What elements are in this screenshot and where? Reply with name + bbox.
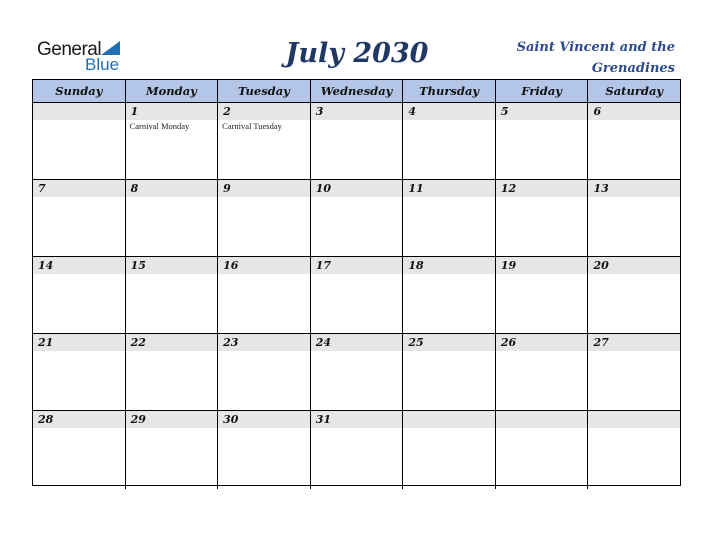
day-cell: [403, 103, 496, 179]
day-cell: [311, 180, 404, 256]
day-number: 23: [223, 336, 239, 349]
day-cell: [311, 334, 404, 410]
day-number: 9: [223, 182, 231, 195]
date-bar: [403, 103, 495, 120]
weekday-header: [33, 80, 680, 103]
week-row: [33, 257, 680, 334]
weekday-tuesday: Tuesday: [218, 80, 311, 102]
day-number: 7: [38, 182, 46, 195]
day-cell: [126, 334, 219, 410]
date-bar: [311, 103, 403, 120]
day-cell: [588, 334, 680, 410]
calendar-title: July 2030: [285, 38, 429, 69]
weekday-wednesday: Wednesday: [311, 80, 404, 102]
weekday-monday: Monday: [126, 80, 219, 102]
day-number: 5: [500, 105, 509, 118]
day-number: 17: [315, 259, 332, 272]
day-number: 30: [223, 413, 239, 426]
day-number: 22: [130, 336, 146, 349]
day-cell: [496, 180, 589, 256]
day-cell: [218, 103, 311, 179]
date-bar: [218, 103, 310, 120]
weekday-thursday: Thursday: [403, 80, 496, 102]
day-cell: [126, 411, 219, 489]
date-bar: [496, 103, 588, 120]
day-number: 2: [223, 105, 231, 118]
logo-text-general: General: [37, 39, 102, 60]
holiday-label: Carnival Tuesday: [222, 121, 282, 131]
date-bar: [33, 103, 125, 120]
day-cell: [33, 103, 126, 179]
day-cell: [311, 103, 404, 179]
day-number: 10: [315, 182, 332, 195]
day-cell: [218, 411, 311, 489]
day-cell: [33, 180, 126, 256]
day-number: 11: [408, 182, 424, 195]
day-number: 16: [223, 259, 239, 272]
day-number: 21: [38, 336, 54, 349]
logo-text-blue: Blue: [85, 55, 120, 74]
holiday-label: Carnival Monday: [129, 121, 190, 131]
week-row: [33, 411, 680, 489]
day-cell: [403, 411, 496, 489]
day-cell: [496, 334, 589, 410]
weekday-sunday: Sunday: [33, 80, 126, 102]
week-row: [33, 103, 680, 180]
week-row: [33, 180, 680, 257]
day-number: 29: [130, 413, 146, 426]
date-bar: [588, 411, 680, 428]
day-number: 25: [408, 336, 424, 349]
day-cell: [588, 257, 680, 333]
day-cell: [403, 180, 496, 256]
week-row: [33, 334, 680, 411]
day-cell: [33, 257, 126, 333]
day-number: 28: [38, 413, 54, 426]
weekday-friday: Friday: [496, 80, 589, 102]
country-name: Saint Vincent and the Grenadines: [516, 40, 675, 76]
day-number: 18: [408, 259, 424, 272]
generalblue-logo: [37, 39, 127, 75]
day-number: 4: [408, 105, 416, 118]
day-cell: [33, 411, 126, 489]
day-number: 24: [315, 336, 332, 349]
day-number: 26: [500, 336, 517, 349]
day-cell: [496, 257, 589, 333]
day-number: 6: [593, 105, 602, 118]
day-number: 8: [130, 182, 139, 195]
date-bar: [218, 180, 310, 197]
day-cell: [311, 411, 404, 489]
day-number: 31: [315, 413, 332, 426]
day-number: 13: [593, 182, 609, 195]
day-cell: [33, 334, 126, 410]
day-cell: [403, 334, 496, 410]
date-bar: [126, 180, 218, 197]
day-cell: [588, 180, 680, 256]
date-bar: [588, 103, 680, 120]
day-cell: [496, 103, 589, 179]
day-cell: [126, 257, 219, 333]
day-cell: [496, 411, 589, 489]
day-number: 14: [38, 259, 54, 272]
weekday-saturday: Saturday: [605, 84, 664, 98]
day-cell: [218, 334, 311, 410]
day-number: 20: [593, 259, 609, 272]
day-cell: [218, 257, 311, 333]
day-number: 15: [130, 259, 146, 272]
day-number: 12: [500, 182, 517, 195]
day-number: 1: [130, 105, 139, 118]
day-cell: [218, 180, 311, 256]
day-cell: [311, 257, 404, 333]
calendar-grid: [32, 79, 681, 486]
day-number: 3: [315, 105, 324, 118]
date-bar: [126, 103, 218, 120]
day-number: 27: [593, 336, 609, 349]
day-cell: [126, 103, 219, 179]
date-bar: [496, 411, 588, 428]
logo-triangle-icon: [101, 41, 120, 55]
day-cell: [403, 257, 496, 333]
date-bar: [403, 411, 495, 428]
day-number: 19: [500, 259, 517, 272]
date-bar: [33, 180, 125, 197]
day-cell: [588, 103, 680, 179]
day-cell: [126, 180, 219, 256]
calendar-weeks: [33, 103, 680, 489]
day-cell: [588, 411, 680, 489]
